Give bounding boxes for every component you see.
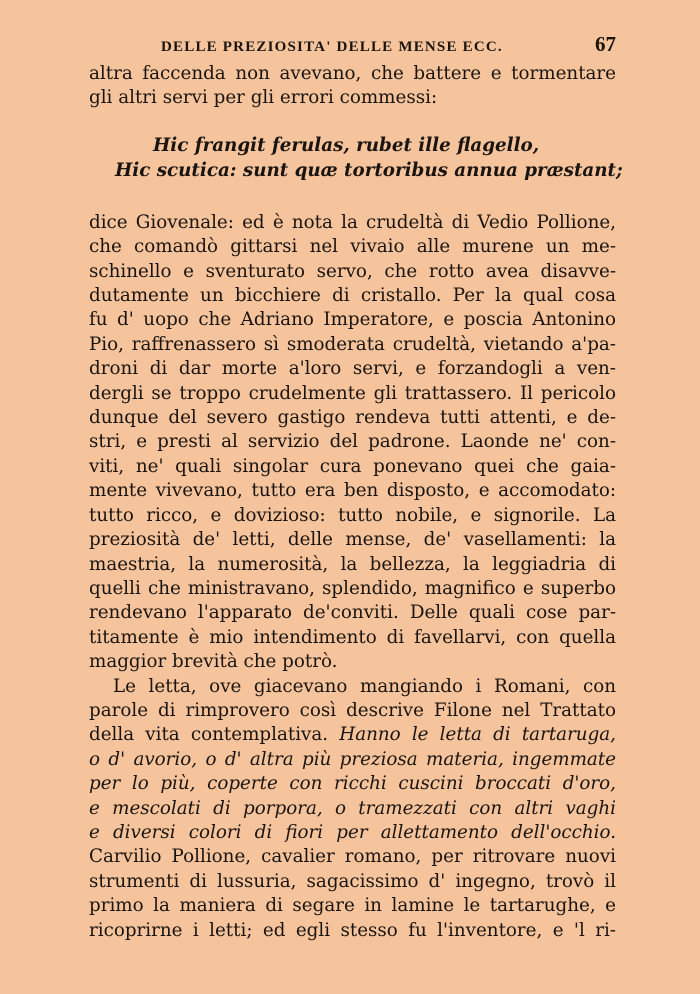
text-line: parole di rimprovero così descrive Filone nel Trattato bbox=[89, 699, 616, 721]
text-line: maggior brevità che potrò. bbox=[89, 651, 338, 673]
paragraph bbox=[89, 211, 616, 675]
text-line: primo la maniera di segare in lamine le tartarughe, e bbox=[89, 895, 616, 917]
italic-text-line: e mescolati di porpora, o tramezzati con altri vaghi bbox=[89, 797, 616, 819]
text-line: droni di dar morte a'loro servi, e forzandogli a ven- bbox=[89, 358, 616, 380]
text-line: dunque del severo gastigo rendeva tutti attenti, e de- bbox=[89, 407, 616, 429]
text-line: Le letta, ove giacevano mangiando i Romani, con bbox=[113, 675, 616, 697]
text-line: ricoprirne i letti; ed egli stesso fu l'inventore, e 'l ri- bbox=[89, 919, 616, 941]
text-segment: della vita contemplativa. bbox=[89, 724, 340, 746]
text-line: schinello e sventurato servo, che rotto avea disavve- bbox=[89, 260, 616, 282]
text-line: rendevano l'apparato de'conviti. Delle quali cose par- bbox=[89, 602, 616, 624]
text-line: gli altri servi per gli errori commessi: bbox=[89, 87, 438, 109]
italic-text-line: e diversi colori di fiori per allettamento dell'occhio. bbox=[89, 821, 616, 843]
text-line: preziosità de' letti, delle mense, de' vasellamenti: la bbox=[89, 529, 616, 551]
text-line: dutamente un bicchiere di cristallo. Per la qual cosa bbox=[89, 285, 616, 307]
text-line: titamente è mio intendimento di favellarvi, con quella bbox=[89, 626, 616, 648]
text-line: stri, e presti al servizio del padrone. Laonde ne' con- bbox=[89, 431, 616, 453]
text-line: maestria, la numerosità, la bellezza, la leggiadria di bbox=[89, 553, 616, 575]
italic-text-line: per lo più, coperte con ricchi cuscini broccati d'oro, bbox=[89, 773, 616, 795]
text-line: fu d' uopo che Adriano Imperatore, e poscia Antonino bbox=[89, 309, 616, 331]
intro-text bbox=[89, 62, 616, 111]
text-line: dergli se troppo crudelmente gli trattassero. Il pericolo bbox=[89, 382, 616, 404]
italic-quote-start: Hanno le letta di tartaruga, bbox=[339, 724, 616, 746]
text-line: che comandò gittarsi nel vivaio alle murene un me- bbox=[89, 236, 616, 258]
text-line: viti, ne' quali singolar cura ponevano quei che gaia- bbox=[89, 455, 616, 477]
verse-line: Hic frangit ferulas, rubet ille flagello, bbox=[153, 134, 540, 156]
running-header bbox=[89, 32, 616, 62]
paragraph bbox=[89, 675, 616, 943]
text-line: quelli che ministravano, splendido, magnifico e superbo bbox=[89, 577, 616, 599]
page-number: 67 bbox=[595, 32, 616, 56]
text-line: tutto ricco, e dovizioso: tutto nobile, e signorile. La bbox=[89, 504, 616, 526]
text-line bbox=[89, 723, 616, 747]
text-line: Pio, raffrenassero sì smoderata crudeltà, vietando a'pa- bbox=[89, 333, 616, 355]
text-line: Carvilio Pollione, cavalier romano, per ritrovare nuovi bbox=[89, 846, 616, 868]
text-line: strumenti di lussuria, sagacissimo d' ingegno, trovò il bbox=[89, 870, 616, 892]
italic-text-line: o d' avorio, o d' altra più preziosa materia, ingemmate bbox=[89, 748, 616, 770]
text-line: dice Giovenale: ed è nota la crudeltà di Vedio Pollione, bbox=[89, 211, 616, 233]
latin-verse-quote bbox=[89, 133, 623, 183]
text-line: mente vivevano, tutto era ben disposto, e accomodato: bbox=[89, 480, 616, 502]
text-line: altra faccenda non avevano, che battere e tormentare bbox=[89, 63, 616, 84]
running-title: DELLE PREZIOSITA' DELLE MENSE ECC. bbox=[161, 39, 503, 55]
verse-line: Hic scutica: sunt quæ tortoribus annua præstant; bbox=[115, 159, 623, 181]
